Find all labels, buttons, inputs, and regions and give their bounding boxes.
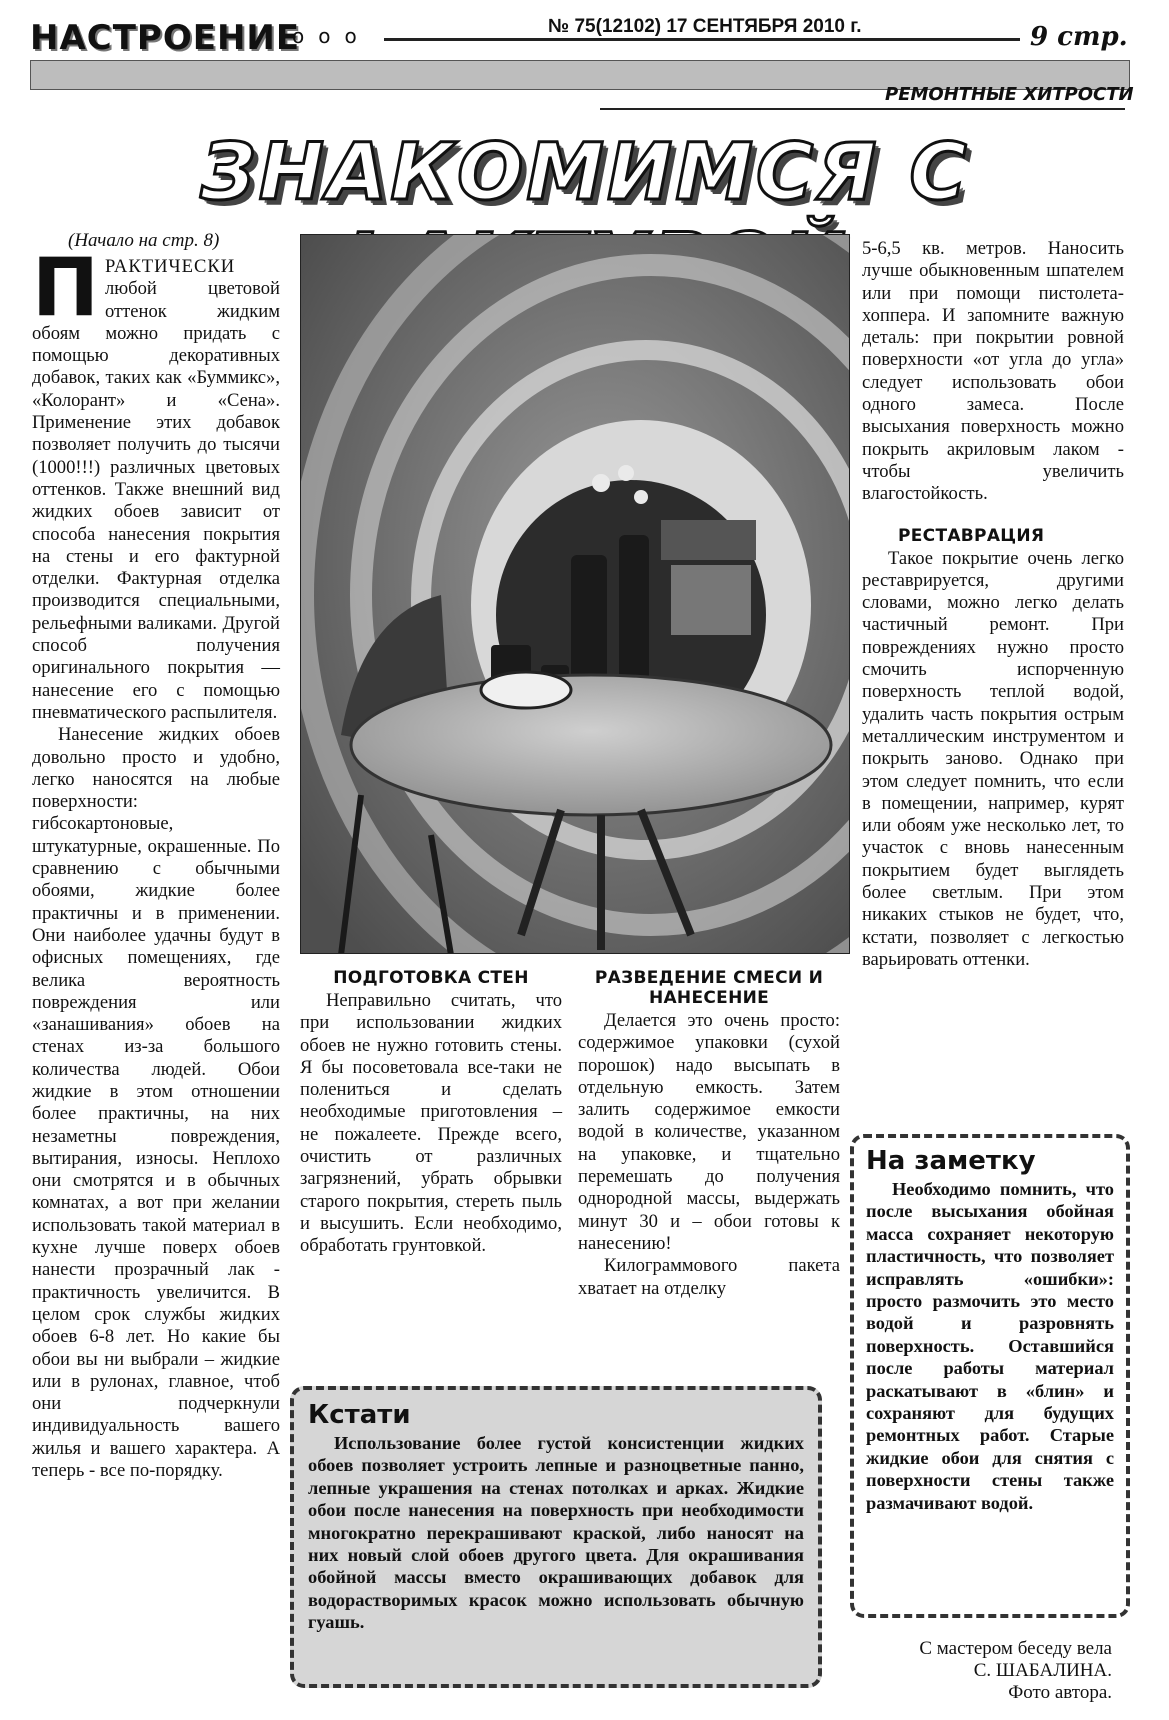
col3-paragraph-2: Килограммового пакета хватает на отделку bbox=[578, 1255, 840, 1299]
section-rule bbox=[600, 108, 1125, 110]
note-text: Необходимо помнить, что после высыхания обойная масса сохраняет некоторую пластичность, что позволяет исправлять «ошибки»: просто размочить это место водой и разровнять поверхность. Оставшийся после работы материал раскатывают в «блин» и сохраняют для будущих ремонтных работ. Старые жидкие обои для снятия с поверхности стены также размачивают водой. bbox=[866, 1179, 1114, 1513]
kstati-text: Использование более густой консистенции жидких обоев позволяет устроить лепные и разноцветные панно, лепные украшения на стенах потолках и арках. Жидкие обои после нанесения на поверхность при необходимости многократно перекрашивают краской, либо наносят на них новый слой обоев другого цвета. Для окрашивания обойной массы вместо окрашивающих добавок для водорастворимых красок можно использовать обычную гуашь. bbox=[308, 1433, 804, 1633]
masthead: НАСТРОЕНИЕ bbox=[30, 18, 301, 58]
credit-line-2: С. ШАБАЛИНА. bbox=[973, 1660, 1112, 1681]
col1-paragraph-2: Нанесение жидких обоев довольно просто и удобно, легко наносятся на любые поверхности: гибсокартоновые, штукатурные, окрашенные. По сравнению с обычными обоями, жидкие более практичны и в применении. Они наиболее удачны будут в офисных помещениях, где велика вероятность повреждения или «занашивания» обоев на стенах из-за большого количества людей. Обои жидкие в этом отношении более практичны, на них незаметны повреждения, вытирания, износы. Неплохо они смотрятся и в обычных комнатах, а вот при желании использовать такой материал в кухне лучше поверх обоев нанести прозрачный лак - практичность увеличится. В целом срок службы жидких обоев 6-8 лет. Но какие бы обои вы ни выбрали – жидкие или в рулонах, главное, чтоб они подчеркнули индивидуальность вашего жилья и вашего характера. А теперь - все по-порядку. bbox=[32, 724, 280, 1482]
column-4 bbox=[862, 238, 1124, 971]
kstati-text-block bbox=[308, 1432, 804, 1634]
credit-line-3: Фото автора. bbox=[1008, 1682, 1112, 1703]
credit-line-1: С мастером беседу вела bbox=[919, 1638, 1112, 1659]
page-number: 9 стр. bbox=[1030, 22, 1128, 52]
col4-paragraph-2: Такое покрытие очень легко реставрируется, другими словами, можно легко делать частичный ремонт. При повреждениях нужно просто смочить испорченную поверхность теплой водой, удалить часть покрытия острым металлическим инструментом и покрыть заново. Однако при этом следует помнить, что если в помещении, например, курят или обоям уже несколько лет, то участок с вновь нанесенным покрытием будет выглядеть более светлым. При этом никаких стыков не будет, что, кстати, позволяет с легкостью варьировать оттенки. bbox=[862, 547, 1124, 970]
drop-cap: П bbox=[32, 241, 99, 334]
first-word: РАКТИЧЕСКИ bbox=[104, 256, 236, 277]
col1-paragraph-1 bbox=[32, 241, 280, 724]
interior-photo bbox=[300, 234, 850, 954]
header-rule bbox=[384, 38, 1020, 41]
subhead-wall-prep: ПОДГОТОВКА СТЕН bbox=[333, 968, 529, 988]
column-1 bbox=[32, 241, 280, 1482]
continued-note: (Начало на стр. 8) bbox=[68, 230, 220, 251]
masthead-dots: ооо bbox=[292, 24, 371, 48]
kstati-title: Кстати bbox=[308, 1400, 411, 1430]
article-headline: ЗНАКОМИМСЯ С bbox=[200, 128, 970, 218]
subhead-mixing: РАЗВЕДЕНИЕ СМЕСИ И НАНЕСЕНИЕ bbox=[594, 968, 824, 1008]
column-3 bbox=[578, 968, 840, 1300]
section-title: РЕМОНТНЫЕ ХИТРОСТИ bbox=[885, 84, 1134, 105]
col1-p1-text: любой цветовой оттенок жидким обоям можно придать с помощью декоративных добавок, таких как «Буммикс», «Колорант» и «Сена». Применение этих добавок позволяет получить до тысячи (1000!!!) различных цветовых оттенков. Также внешний вид жидких обоев зависит от способа нанесения покрытия на стены и его фактурной отделки. Фактурная отделка производится специальными, рельефными валиками. Другой способ получения оригинального покрытия — нанесение его с помощью пневматического распылителя. bbox=[32, 278, 280, 723]
note-box bbox=[850, 1134, 1130, 1618]
photo-illustration bbox=[301, 235, 850, 954]
note-title: На заметку bbox=[866, 1146, 1036, 1176]
author-credit bbox=[842, 1638, 1112, 1704]
column-2 bbox=[300, 968, 562, 1258]
note-text-block bbox=[866, 1178, 1114, 1514]
col3-paragraph-1: Делается это очень просто: содержимое упаковки (сухой порошок) надо высыпать в отдельную емкость. Затем залить содержимое емкости водой в количестве, указанном на упаковке, и тщательно перемешать до получения однородной массы, выдержать минут 30 и – обои готовы к нанесению! bbox=[578, 1010, 840, 1254]
issue-info: № 75(12102) 17 СЕНТЯБРЯ 2010 г. bbox=[548, 16, 862, 37]
subhead-restoration: РЕСТАВРАЦИЯ bbox=[898, 525, 1045, 546]
col2-paragraph: Неправильно считать, что при использовании жидких обоев не нужно готовить стены. Я бы посоветовала все-таки не полениться и сделать необходимые приготовления – не пожалеете. Прежде всего, очистить от различных загрязнений, убрать обрывки старого покрытия, стереть пыль и высушить. Если необходимо, обработать грунтовкой. bbox=[300, 990, 562, 1257]
kstati-box bbox=[290, 1386, 822, 1688]
col4-paragraph-1: 5-6,5 кв. метров. Наносить лучше обыкновенным шпателем или при помощи пистолета-хоппера. И запомните важную деталь: при покрытии ровной поверхности «от угла до угла» следует использовать обои одного замеса. После высыхания поверхность можно покрыть акриловым лаком - чтобы увеличить влагостойкость. bbox=[862, 238, 1124, 505]
